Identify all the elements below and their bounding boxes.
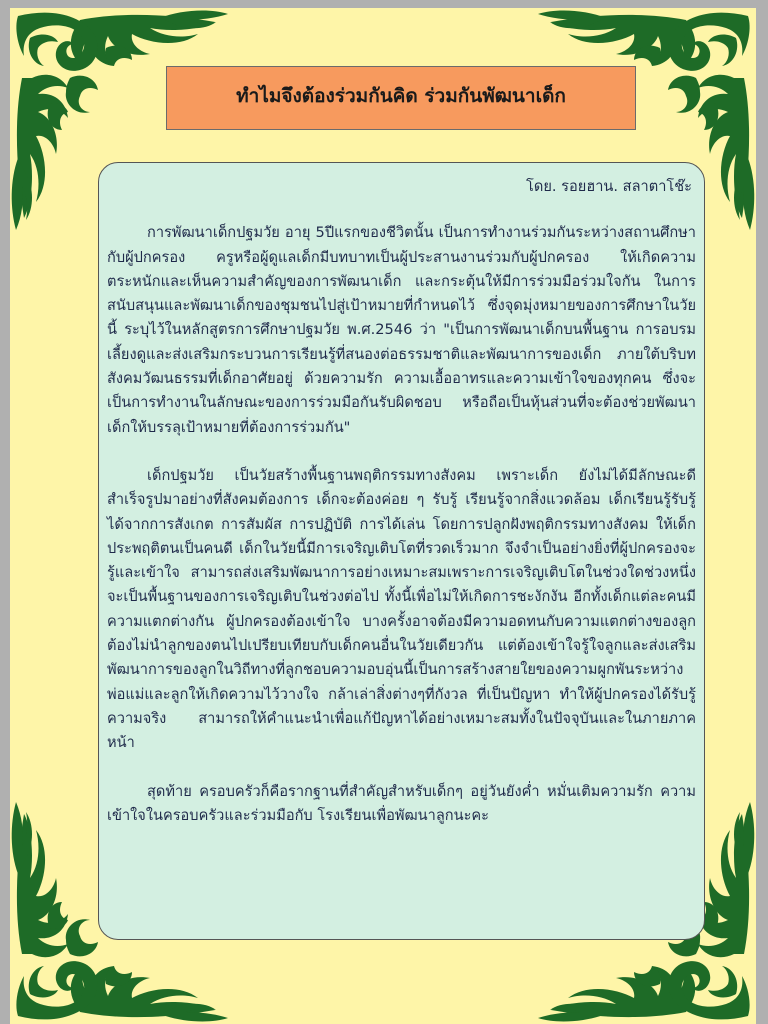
paragraph-1: การพัฒนาเด็กปฐมวัย อายุ 5ปีแรกของชีวิตนั้น เป็นการทำงานร่วมกันระหว่างสถานศึกษากับผู้ปกครอง ครูหรือผู้ดูแลเด็กมีบทบาทเป็นผู้ประสานงานร่วมกับผู้ปกครอง ให้เกิดความตระหนักและเห็นความสำคัญของการพัฒนาเด็ก และกระตุ้นให้มีการร่วมมือร่วมใจกัน ในการสนับสนุนและพัฒนาเด็กของชุมชนไปสู่เป้าหมายที่กำหนดไว้ ซึ่งจุดมุ่งหมายของการศึกษาในวัยนี้ ระบุไว้ในหลักสูตรการศึกษาปฐมวัย พ.ศ.2546 ว่า "เป็นการพัฒนาเด็กบนพื้นฐาน การอบรมเลี้ยงดูและส่งเสริมกระบวนการเรียนรู้ที่สนองต่อธรรมชาติและพัฒนาการของเด็ก ภายใต้บริบทสังคมวัฒนธรรมที่เด็กอาศัยอยู่ ด้วยความรัก ความเอื้ออาทรและความเข้าใจของทุกคน ซึ่งจะเป็นการทำงานในลักษณะของการร่วมมือกันรับผิดชอบ หรือถือเป็นหุ้นส่วนที่จะต้องช่วยพัฒนาเด็กให้บรรลุเป้าหมายที่ต้องการร่วมกัน" [107,224,696,436]
page-title: ทำไมจึงต้องร่วมกันคิด ร่วมกันพัฒนาเด็ก [236,85,566,107]
document-page [10,8,756,1024]
author-byline: โดย. รอยฮาน. สลาตาโช๊ะ [526,178,692,195]
title-banner [166,66,636,130]
article-body [98,162,705,940]
paragraph-2: เด็กปฐมวัย เป็นวัยสร้างพื้นฐานพฤติกรรมทางสังคม เพราะเด็ก ยังไม่ได้มีลักษณะดีสำเร็จรูปมาอย่างที่สังคมต้องการ เด็กจะต้องค่อย ๆ รับรู้ เรียนรู้จากสิ่งแวดล้อม เด็กเรียนรู้รับรู้ ได้จากการสังเกต การสัมผัส การปฏิบัติ การได้เล่น โดยการปลูกฝังพฤติกรรมทางสังคม ให้เด็กประพฤติตนเป็นคนดี เด็กในวัยนี้มีการเจริญเติบโตที่รวดเร็วมาก จึงจำเป็นอย่างยิ่งที่ผู้ปกครองจะรู้และเข้าใจ สามารถส่งเสริมพัฒนาการอย่างเหมาะสมเพราะการเจริญเติบโตในช่วงใดช่วงหนึ่งจะเป็นพื้นฐานของการเจริญเติบในช่วงต่อไป ทั้งนี้เพื่อไม่ให้เกิดการชะงักงัน อีกทั้งเด็กแต่ละคนมีความแตกต่างกัน ผู้ปกครองต้องเข้าใจ บางครั้งอาจต้องมีความอดทนกับความแตกต่างของลูก ต้องไม่นำลูกของตนไปเปรียบเทียบกับเด็กคนอื่นในวัยเดียวกัน แต่ต้องเข้าใจรู้ใจลูกและส่งเสริมพัฒนาการของลูกในวิถีทางที่ลูกชอบความอบอุ่นนี้เป็นการสร้างสายใยของความผูกพันระหว่างพ่อแม่และลูกให้เกิดความไว้วางใจ กล้าเล่าสิ่งต่างๆที่กังวล ที่เป็นปัญหา ทำให้ผู้ปกครองได้รับรู้ความจริง สามารถให้คำแนะนำเพื่อแก้ปัญหาได้อย่างเหมาะสมทั้งในปัจจุบันและในภายภาคหน้า [107,466,696,752]
paragraph-3: สุดท้าย ครอบครัวก็คือรากฐานที่สำคัญสำหรับเด็กๆ อยู่วันยังค่ำ หมั่นเติมความรัก ความเข้าใจในครอบครัวและร่วมมือกับ โรงเรียนเพื่อพัฒนาลูกนะคะ [107,782,696,824]
